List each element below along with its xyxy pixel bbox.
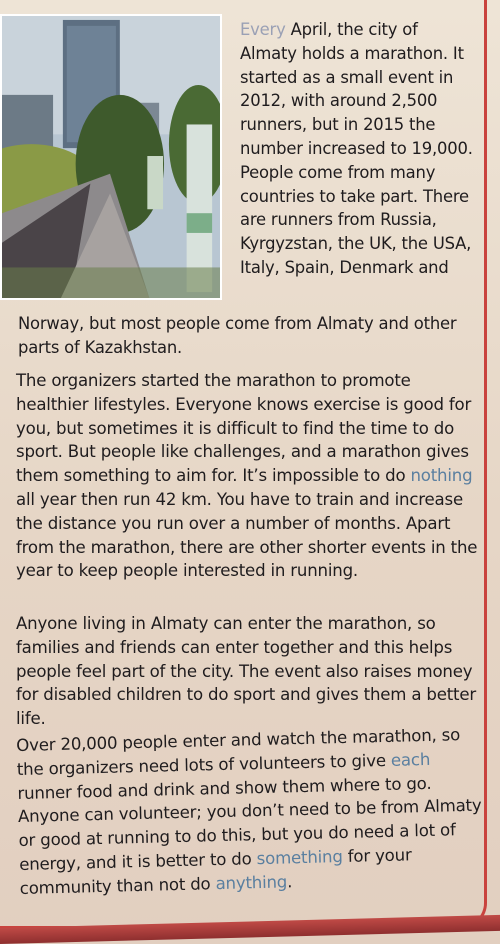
lead-paragraph (240, 18, 476, 280)
highlighted-word-something: something (256, 847, 343, 869)
paragraph-2-text-b: all year then run 42 km. You have to train and increase the distance you run over a number of months. Apart from the marathon, there are other shorter events in the year to keep people interested in running. (16, 489, 478, 581)
paragraph-4-text-c: for your community than not do (19, 845, 412, 898)
paragraph-4-text-d: . (286, 872, 293, 892)
lead-paragraph-continued: Norway, but most people come from Almaty and other parts of Kazakhstan. (18, 314, 457, 357)
lead-text: April, the city of Almaty holds a marathon. It started as a small event in 2012, with around 2,500 runners, but in 2015 the number increased to 19,000. People come from many countries to take part. There are runners from Russia, Kyrgyzstan, the UK, the USA, Italy, Spain, Denmark and (240, 20, 473, 277)
paragraph-4 (16, 723, 490, 901)
paragraph-3: Anyone living in Almaty can enter the marathon, so families and friends can enter together and this helps people feel part of the city. The event also raises money for disabled children to do sport and gives them a better life. (16, 614, 476, 729)
lead-first-word: Every (240, 20, 286, 39)
highlighted-word-each: each (390, 749, 431, 770)
paragraph-2 (16, 369, 486, 583)
highlighted-word-nothing: nothing (410, 466, 473, 486)
paragraph-4-text-b: runner food and drink and show them where to go. Anyone can volunteer; you don’t need to be from Almaty or good at running to do this, but you do need a lot of energy, and it is better to do (17, 773, 482, 874)
paragraph-4-text-a: Over 20,000 people enter and watch the marathon, so the organizers need lots of volunteers to give (16, 725, 461, 779)
paragraph-2-text-a: The organizers started the marathon to promote healthier lifestyles. Everyone knows exercise is good for you, but sometimes it is difficult to find the time to do sport. But people like challenges, and a marathon gives them something to aim for. It’s impossible to do (16, 371, 472, 486)
highlighted-word-anything: anything (215, 872, 288, 893)
marathon-photo (0, 14, 222, 300)
